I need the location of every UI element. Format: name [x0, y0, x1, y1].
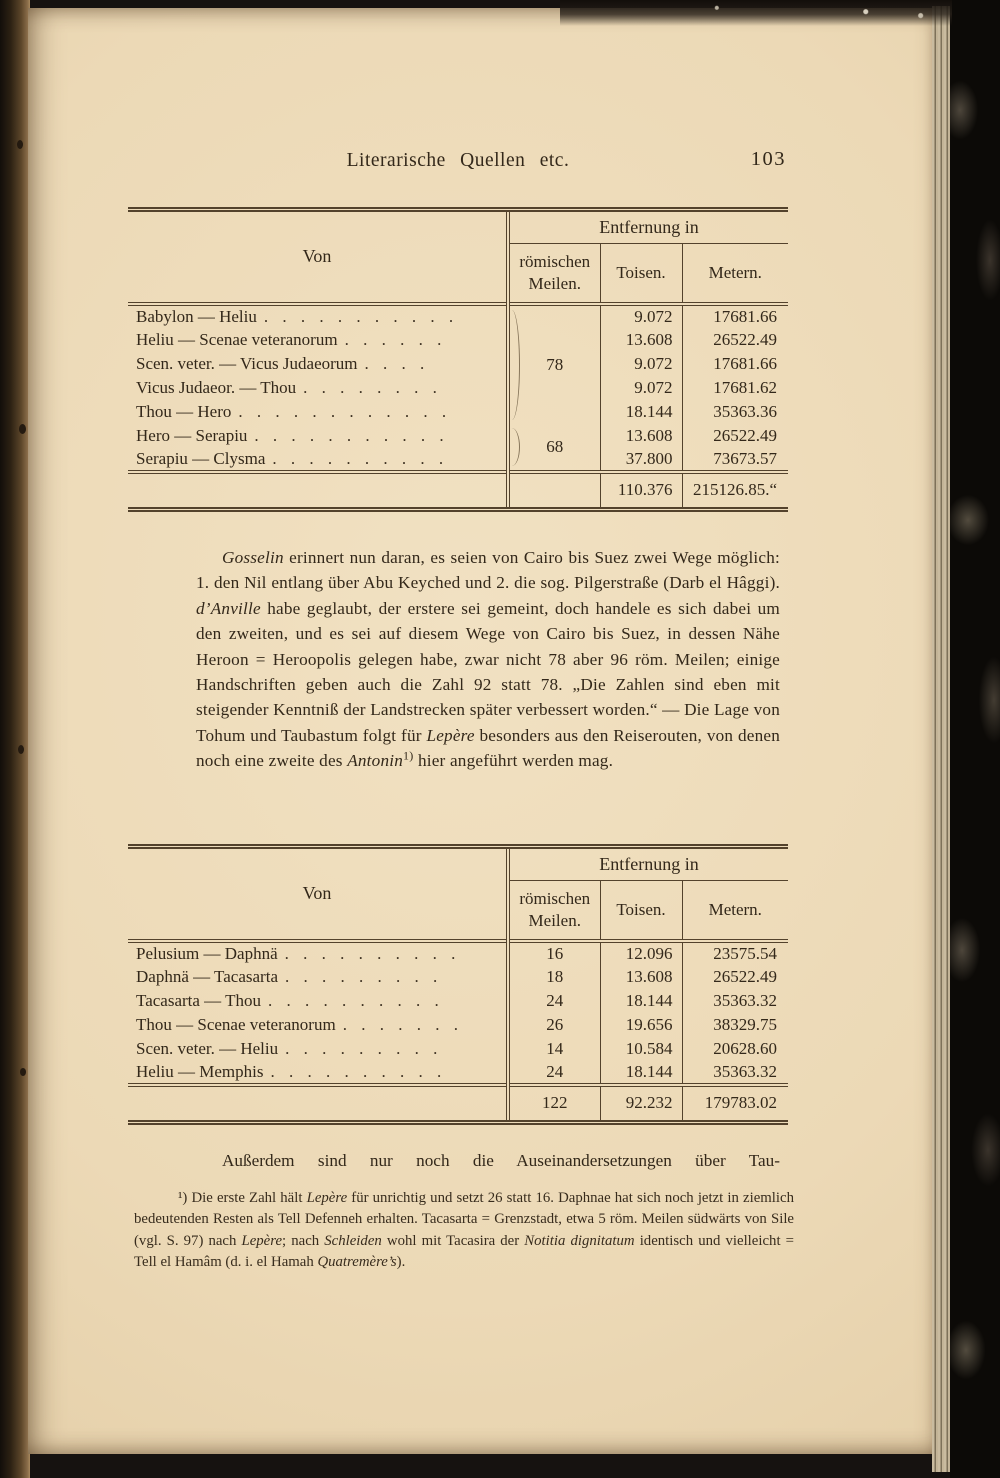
- toisen-cell: 12.096: [600, 941, 682, 965]
- metern-cell: 38329.75: [713, 1014, 777, 1034]
- table-2-header: [128, 847, 788, 941]
- route-cell: Scen. veter. — Vicus Judaeorum . . . .: [128, 352, 508, 376]
- route-cell: Babylon — Heliu . . . . . . . . . . .: [128, 304, 508, 328]
- table-1-header: [128, 210, 788, 304]
- metern-header: Metern.: [708, 899, 762, 919]
- empty-cell: [508, 472, 600, 510]
- toisen-cell: 18.144: [600, 1061, 682, 1085]
- toisen-cell: 9.072: [600, 376, 682, 400]
- distance-table-1: [128, 207, 788, 512]
- toisen-cell: 18.144: [600, 989, 682, 1013]
- meilen-cell: 16: [508, 941, 600, 965]
- table-row: [128, 328, 788, 352]
- toisen-cell: 9.072: [600, 352, 682, 376]
- route-cell: Scen. veter. — Heliu . . . . . . . . .: [128, 1037, 508, 1061]
- group-brace: [512, 428, 520, 466]
- group-brace: [512, 310, 520, 420]
- toisen-cell: 18.144: [600, 400, 682, 424]
- dot-leader: . . . . . . . . . . .: [263, 306, 457, 326]
- book-binding-left: [0, 0, 30, 1478]
- meilen-group-cell: 78: [508, 304, 600, 424]
- page-heading: Literarische Quellen etc.: [346, 150, 570, 171]
- running-header: [128, 150, 788, 172]
- empty-cell: [128, 472, 508, 510]
- table-row: [128, 424, 788, 448]
- footnote: ¹) Die erste Zahl hält Lepère für unrichtig und setzt 26 statt 16. Daphnae hat sich noch jetzt in ziemlich bedeutenden Resten als Tell Defenneh erhalten. Tacasarta = Grenzstadt, etwa 5 röm. Meilen südwärts von Sile (vgl. S. 97) nach Lepère; nach Schleiden wohl mit Tacasira der Notitia dignitatum identisch und vielleicht = Tell el Hamâm (d. i. el Hamah Quatremère’s).: [134, 1190, 794, 1271]
- total-metern: 179783.02: [682, 1085, 788, 1123]
- dot-leader: . . . . . . . . . . . .: [238, 401, 450, 421]
- toisen-header: Toisen.: [600, 881, 682, 941]
- toisen-cell: 37.800: [600, 448, 682, 472]
- meilen-cell: 14: [508, 1037, 600, 1061]
- metern-cell: 35363.32: [713, 1061, 777, 1081]
- toisen-cell: 10.584: [600, 1037, 682, 1061]
- empty-cell: [128, 1085, 508, 1123]
- meilen-header: römischen Meilen.: [508, 244, 600, 304]
- ink-speck: [18, 745, 24, 754]
- toisen-cell: 13.608: [600, 328, 682, 352]
- table-row: [128, 304, 788, 328]
- route-cell: Tacasarta — Thou . . . . . . . . . .: [128, 989, 508, 1013]
- distance-table-1-grid: [128, 207, 788, 512]
- total-toisen: 92.232: [600, 1085, 682, 1123]
- continuation-line: Außerdem sind nur noch die Auseinandersetzungen über Tau-: [222, 1151, 780, 1170]
- metern-cell: 17681.66: [682, 304, 788, 328]
- route-cell: Hero — Serapiu . . . . . . . . . . .: [128, 424, 508, 448]
- metern-cell: 20628.60: [713, 1038, 777, 1058]
- metern-cell: 35363.36: [713, 401, 777, 421]
- route-cell: Vicus Judaeor. — Thou . . . . . . . .: [128, 376, 508, 400]
- total-toisen: 110.376: [600, 472, 682, 510]
- metern-cell: 17681.66: [713, 353, 777, 373]
- dot-leader: . . . . . . . . . .: [270, 1061, 445, 1081]
- table-row: [128, 376, 788, 400]
- metern-cell: 23575.54: [682, 941, 788, 965]
- metern-header: Metern.: [708, 262, 762, 282]
- page-number: 103: [750, 148, 786, 170]
- route-cell: Thou — Scenae veteranorum . . . . . . .: [128, 1013, 508, 1037]
- route-cell: Serapiu — Clysma . . . . . . . . . .: [128, 448, 508, 472]
- toisen-cell: 13.608: [600, 424, 682, 448]
- body-paragraph: Gosselin erinnert nun daran, es seien von Cairo bis Suez zwei Wege möglich: 1. den Nil entlang über Abu Keyched und 2. die sog. Pilgerstraße (Darb el Hâggi). d’Anville habe geglaubt, der erstere sei gemeint, doch handele es sich dabei um den zweiten, und es sei auf diesem Wege von Cairo bis Suez, in dessen Nähe Heroon = Heroopolis gelegen habe, zwar nicht 78 aber 96 röm. Meilen; einige Handschriften geben auch die Zahl 92 statt 78. „Die Zahlen sind eben mit steigender Kenntniß der Landstrecken später verbessert worden.“ — Die Lage von Tohum und Taubastum folgt für Lepère besonders aus den Reiserouten, von denen noch eine zweite des Antonin$^{1)}$ hier angeführt werden mag.: [196, 548, 781, 771]
- table-row: [128, 448, 788, 472]
- metern-cell: 26522.49: [713, 966, 777, 986]
- table-row: [128, 352, 788, 376]
- dot-leader: . . . . . . . . . . .: [254, 425, 447, 445]
- entfernung-header: Entfernung in: [508, 847, 788, 881]
- meilen-cell: 18: [508, 965, 600, 989]
- table-row: [128, 400, 788, 424]
- route-cell: Pelusium — Daphnä . . . . . . . . . .: [128, 941, 508, 965]
- von-header: Von: [128, 210, 508, 304]
- book-cover-right: [950, 0, 1000, 1478]
- meilen-header: römischen Meilen.: [508, 881, 600, 941]
- route-cell: Heliu — Memphis . . . . . . . . . .: [128, 1061, 508, 1085]
- metern-cell: 26522.49: [713, 329, 777, 349]
- toisen-cell: 19.656: [600, 1013, 682, 1037]
- table-row: [128, 965, 788, 989]
- route-cell: Thou — Hero . . . . . . . . . . . .: [128, 400, 508, 424]
- table-row: [128, 989, 788, 1013]
- metern-cell: 73673.57: [713, 448, 777, 468]
- von-header: Von: [128, 847, 508, 941]
- total-metern: 215126.85.“: [682, 472, 788, 510]
- table-1-total-row: [128, 472, 788, 510]
- table-row: [128, 941, 788, 965]
- table-row: [128, 1061, 788, 1085]
- table-row: [128, 1037, 788, 1061]
- dot-leader: . . . . . . . . . .: [272, 448, 447, 468]
- metern-cell: 26522.49: [713, 425, 777, 445]
- meilen-group-cell: 68: [508, 424, 600, 472]
- dot-leader: . . . . . . . .: [303, 377, 440, 397]
- entfernung-header: Entfernung in: [508, 210, 788, 244]
- route-cell: Heliu — Scenae veteranorum . . . . . .: [128, 328, 508, 352]
- meilen-cell: 24: [508, 989, 600, 1013]
- toisen-cell: 13.608: [600, 965, 682, 989]
- page-surface: [28, 8, 936, 1454]
- dot-leader: . . . . . . . . .: [285, 966, 441, 986]
- metern-cell: 35363.32: [713, 990, 777, 1010]
- dot-leader: . . . . . . . . . .: [284, 943, 459, 963]
- dot-leader: . . . . . .: [344, 329, 445, 349]
- dot-leader: . . . .: [364, 353, 428, 373]
- ink-speck: [20, 1068, 26, 1076]
- ink-speck: [17, 140, 23, 149]
- total-meilen: 122: [508, 1085, 600, 1123]
- meilen-cell: 24: [508, 1061, 600, 1085]
- distance-table-2: [128, 844, 788, 1125]
- book-top-edge: [560, 0, 952, 26]
- ink-speck: [19, 424, 26, 434]
- dot-leader: . . . . . . . . . .: [268, 990, 442, 1010]
- toisen-header: Toisen.: [600, 244, 682, 304]
- route-cell: Daphnä — Tacasarta . . . . . . . . .: [128, 965, 508, 989]
- distance-table-2-grid: [128, 844, 788, 1125]
- metern-cell: 17681.62: [713, 377, 777, 397]
- meilen-cell: 26: [508, 1013, 600, 1037]
- dot-leader: . . . . . . . . .: [285, 1038, 441, 1058]
- dot-leader: . . . . . . .: [342, 1014, 461, 1034]
- toisen-cell: 9.072: [600, 304, 682, 328]
- table-2-total-row: [128, 1085, 788, 1123]
- table-row: [128, 1013, 788, 1037]
